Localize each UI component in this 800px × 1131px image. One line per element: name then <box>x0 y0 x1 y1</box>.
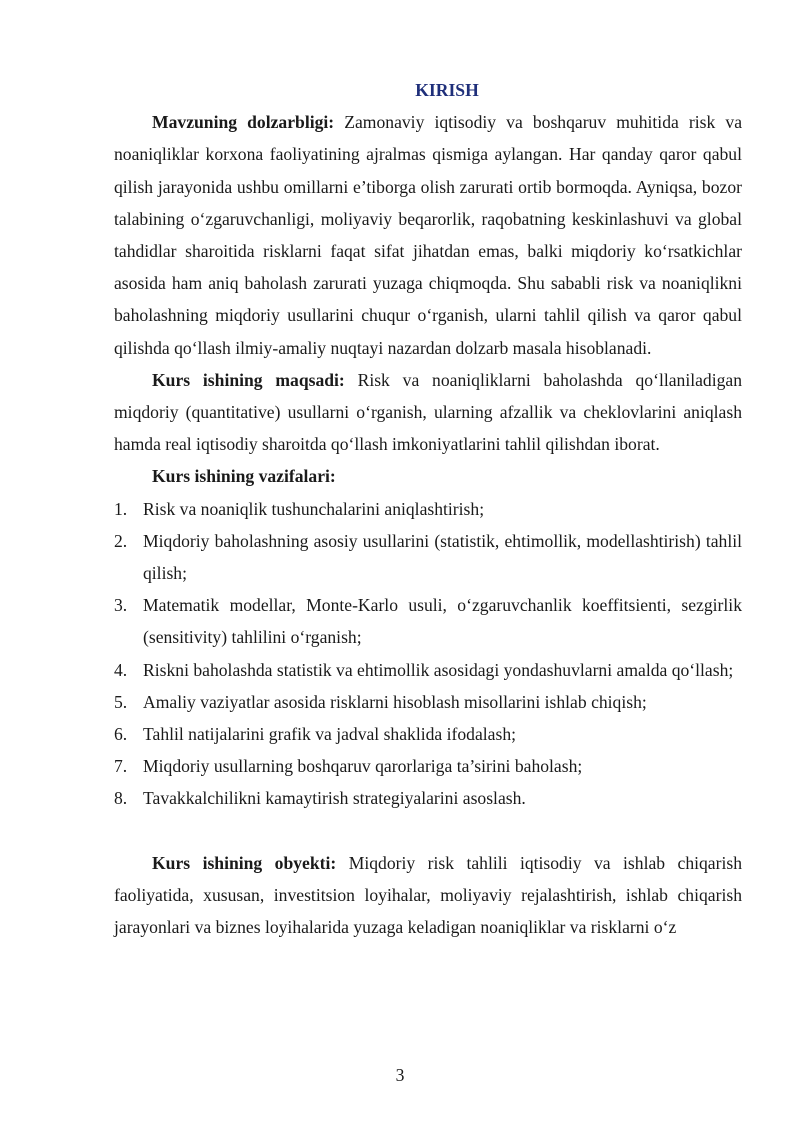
list-item-number: 7. <box>114 756 128 777</box>
goal-text: Risk va noaniqliklarni baholashda qo‘llaniladigan miqdoriy (quantitative) usullarni o‘rganish, ularning afzallik va cheklovlarini aniqlash hamda real iqtisodiy sharoitda qo‘llash imkoniyatlarini tahlil qilishdan iborat. <box>114 369 743 455</box>
object-text: Miqdoriy risk tahlili iqtisodiy va ishlab chiqarish faoliyatida, xususan, investitsion loyihalar, moliyaviy rejalashtirish, ishlab chiqarish jarayonlari va biznes loyihalarida yuzaga keladigan noaniqliklar va risklarni o‘z <box>114 852 742 938</box>
list-item-text: Tavakkalchilikni kamaytirish strategiyalarini asoslash. <box>143 788 526 809</box>
list-item-number: 3. <box>114 595 128 616</box>
list-item-text: Risk va noaniqlik tushunchalarini aniqlashtirish; <box>143 498 485 519</box>
list-item-text: Tahlil natijalarini grafik va jadval shaklida ifodalash; <box>143 724 516 745</box>
relevance-text: Zamonaviy iqtisodiy va boshqaruv muhitida risk va noaniqliklar korxona faoliyatining ajralmas qismiga aylangan. Har qanday qaror qabul qilish jarayonida ushbu omillarni e’tiborga olish zarurati ortib bormoqda. Ayniqsa, bozor talabining o‘zgaruvchanligi, moliyaviy beqarorlik, raqobatning keskinlashuvi va global tahdidlar sharoitida risklarni faqat sifat jihatdan emas, balki miqdoriy ko‘rsatkichlar asosida ham aniq baholash zarurati yuzaga chiqmoqda. Shu sababli risk va noaniqlikni baholashning miqdoriy usullarini chuqur o‘rganish, ularni tahlil qilish va qaror qabul qilishda qo‘llash ilmiy-amaliy nuqtayi nazardan dolzarb masala hisoblanadi. <box>114 112 742 358</box>
list-item-number: 1. <box>114 498 128 519</box>
relevance-label: Mavzuning dolzarbligi: <box>152 112 335 133</box>
list-item-text: Matematik modellar, Monte-Karlo usuli, o‘zgaruvchanlik koeffitsienti, sezgirlik (sensitivity) tahlilini o‘rganish; <box>143 595 742 648</box>
page-title: KIRISH <box>415 80 479 100</box>
page-content <box>114 74 742 943</box>
list-item-number: 8. <box>114 788 128 809</box>
list-item-number: 6. <box>114 724 128 745</box>
goal-paragraph <box>114 364 742 461</box>
list-item-text: Riskni baholashda statistik va ehtimollik asosidagi yondashuvlarni amalda qo‘llash; <box>143 659 734 680</box>
object-label: Kurs ishining obyekti: <box>152 852 337 873</box>
list-item <box>114 718 742 750</box>
list-item <box>114 525 742 589</box>
page-number: 3 <box>395 1065 405 1085</box>
tasks-heading: Kurs ishining vazifalari: <box>152 466 336 487</box>
list-item <box>114 654 742 686</box>
list-item-number: 4. <box>114 659 128 680</box>
list-item-text: Amaliy vaziyatlar asosida risklarni hisoblash misollarini ishlab chiqish; <box>143 691 647 712</box>
list-item <box>114 750 742 782</box>
list-item-text: Miqdoriy usullarning boshqaruv qarorlariga ta’sirini baholash; <box>143 756 583 777</box>
list-item <box>114 782 742 814</box>
list-item <box>114 493 742 525</box>
goal-label: Kurs ishining maqsadi: <box>152 369 345 390</box>
list-item-number: 5. <box>114 691 128 712</box>
tasks-list <box>114 493 742 815</box>
section-spacer <box>114 815 742 847</box>
object-paragraph <box>114 847 742 944</box>
list-item-number: 2. <box>114 530 128 551</box>
list-item-text: Miqdoriy baholashning asosiy usullarini (statistik, ehtimollik, modellashtirish) tahlil qilish; <box>143 530 742 584</box>
list-item <box>114 589 742 653</box>
relevance-paragraph <box>114 106 742 364</box>
list-item <box>114 686 742 718</box>
